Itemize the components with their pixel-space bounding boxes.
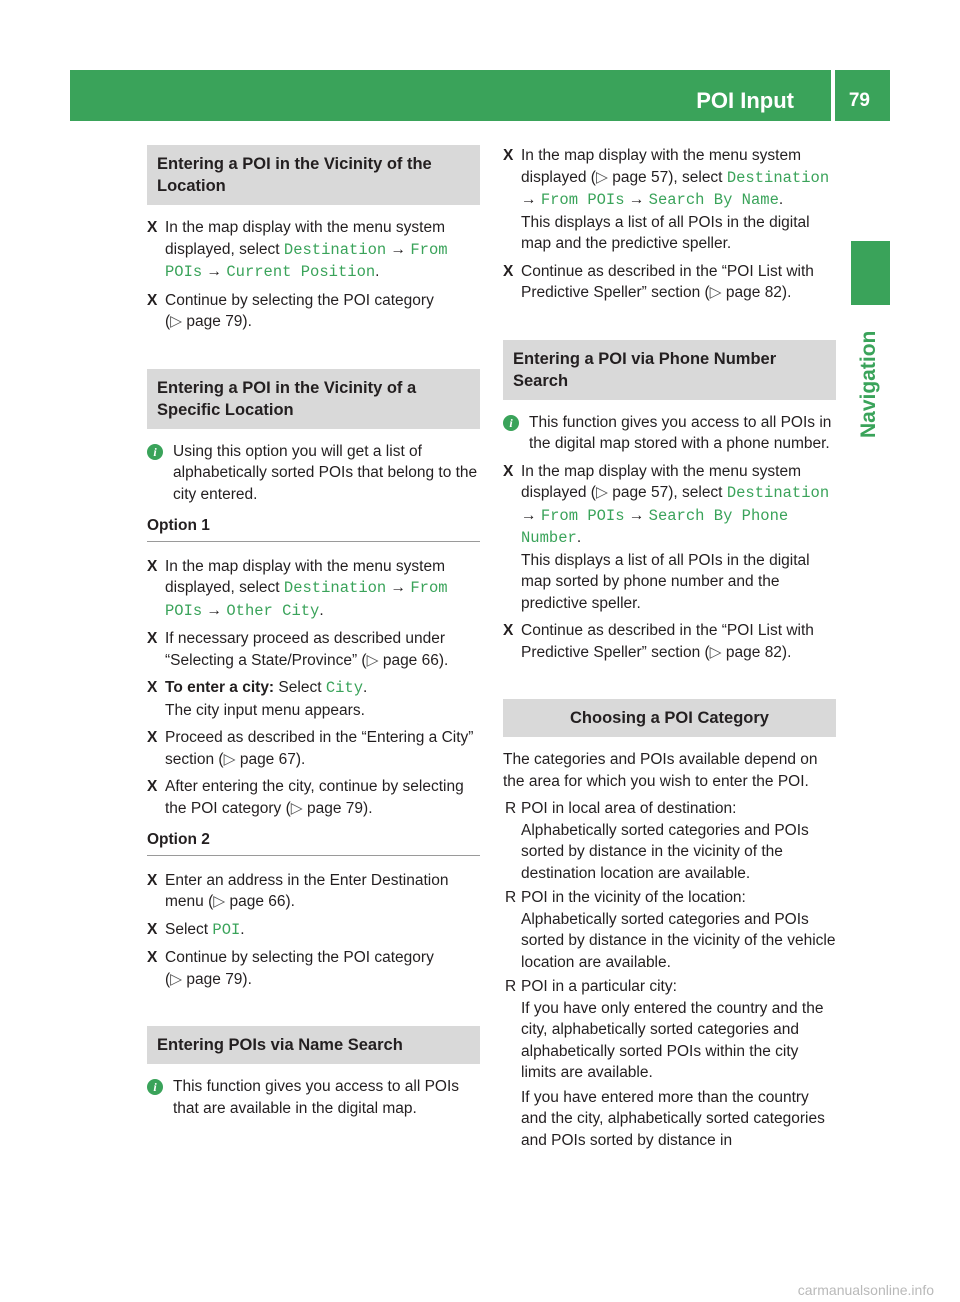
option-heading: Option 1 bbox=[147, 515, 480, 542]
menu-item-destination: Destination bbox=[283, 240, 387, 259]
menu-item-city: City bbox=[325, 679, 364, 697]
list-item: R POI in a particular city: If you have only entered the country and the city, alphabetically sorted categories and alphabetically sorted POIs within the city limits are available. bbox=[505, 978, 824, 1081]
menu-item-destination: Destination bbox=[726, 168, 830, 187]
menu-item-from-pois: From POIs bbox=[165, 579, 448, 620]
instruction-step: X Proceed as described in the “Entering a City” section (▷ page 67). bbox=[147, 729, 474, 768]
side-tab bbox=[851, 320, 890, 440]
info-icon: i bbox=[503, 415, 519, 431]
instruction-step: X In the map display with the menu system displayed, select Destination → From POIs → Other City. bbox=[147, 557, 448, 620]
section-heading: Entering POIs via Name Search bbox=[147, 1026, 480, 1064]
body-paragraph: If you have entered more than the country and the city, alphabetically sorted categories and POIs sorted by distance in bbox=[521, 1088, 825, 1149]
option-heading: Option 2 bbox=[147, 829, 480, 856]
instruction-step: X Continue by selecting the POI category (▷ page 79). bbox=[147, 291, 434, 330]
section-heading: Entering a POI via Phone Number Search bbox=[503, 340, 836, 400]
menu-item-search-by-name: Search By Name bbox=[648, 191, 779, 209]
section-heading: Entering a POI in the Vicinity of a Specific Location bbox=[147, 369, 480, 429]
menu-item-destination: Destination bbox=[726, 484, 830, 502]
body-paragraph: The categories and POIs available depend on the area for which you wish to enter the POI. bbox=[503, 751, 818, 790]
left-column bbox=[147, 145, 480, 1125]
instruction-step: X After entering the city, continue by selecting the POI category (▷ page 79). bbox=[147, 778, 464, 817]
right-column bbox=[503, 145, 836, 1157]
page-header bbox=[70, 70, 890, 121]
instruction-step: X In the map display with the menu system displayed (▷ page 57), select Destination → From POIs → Search By Name. This displays a list of all POIs in the digital map and the predictive speller. bbox=[503, 147, 830, 252]
side-tab-label: Navigation bbox=[857, 330, 880, 438]
instruction-step: X Select POI. bbox=[147, 920, 245, 939]
info-note: i This function gives you access to all POIs in the digital map stored with a phone number. bbox=[503, 412, 836, 455]
instruction-step: X In the map display with the menu system displayed, select Destination → From POIs → Current Position. bbox=[147, 219, 448, 281]
side-tab-marker bbox=[851, 241, 890, 305]
instruction-step: X Continue as described in the “POI List with Predictive Speller” section (▷ page 82). bbox=[503, 262, 814, 301]
info-note: i Using this option you will get a list of alphabetically sorted POIs that belong to the city entered. bbox=[147, 441, 480, 506]
instruction-step: X Continue as described in the “POI List with Predictive Speller” section (▷ page 82). bbox=[503, 622, 814, 661]
section-heading: Entering a POI in the Vicinity of the Location bbox=[147, 145, 480, 205]
menu-item-from-pois: From POIs bbox=[540, 506, 625, 525]
menu-item-poi: POI bbox=[212, 920, 241, 939]
instruction-step: X Continue by selecting the POI category (▷ page 79). bbox=[147, 949, 434, 988]
header-title: POI Input bbox=[696, 88, 794, 113]
page-number: 79 bbox=[848, 90, 870, 111]
watermark: carmanualsonline.info bbox=[797, 1282, 934, 1298]
instruction-step: X Enter an address in the Enter Destination menu (▷ page 66). bbox=[147, 871, 449, 910]
info-note: i This function gives you access to all POIs that are available in the digital map. bbox=[147, 1076, 480, 1119]
instruction-step: X In the map display with the menu system displayed (▷ page 57), select Destination → From POIs → Search By Phone Number. This displays a list of all POIs in the digital map sorted by phone number and the predictive speller. bbox=[503, 462, 830, 612]
instruction-step: X To enter a city: Select City. The city input menu appears. bbox=[147, 679, 368, 719]
header-divider bbox=[831, 70, 835, 121]
list-item: R POI in local area of destination: Alphabetically sorted categories and POIs sorted by distance in the vicinity of the destination location are available. bbox=[505, 800, 809, 882]
list-item: R POI in the vicinity of the location: Alphabetically sorted categories and POIs sorted by distance in the vicinity of the vehicle location are available. bbox=[505, 889, 836, 971]
menu-item-search-by-phone-number: Search By Phone Number bbox=[521, 506, 789, 547]
section-heading: Choosing a POI Category bbox=[503, 699, 836, 737]
menu-item-from-pois: From POIs bbox=[165, 240, 448, 281]
instruction-step: X If necessary proceed as described under “Selecting a State/Province” (▷ page 66). bbox=[147, 630, 449, 669]
menu-item-from-pois: From POIs bbox=[540, 191, 625, 209]
menu-item-other-city: Other City bbox=[226, 601, 320, 620]
menu-item-current-position: Current Position bbox=[226, 263, 376, 281]
info-icon: i bbox=[147, 1079, 163, 1095]
menu-item-destination: Destination bbox=[283, 579, 387, 597]
info-icon: i bbox=[147, 444, 163, 460]
